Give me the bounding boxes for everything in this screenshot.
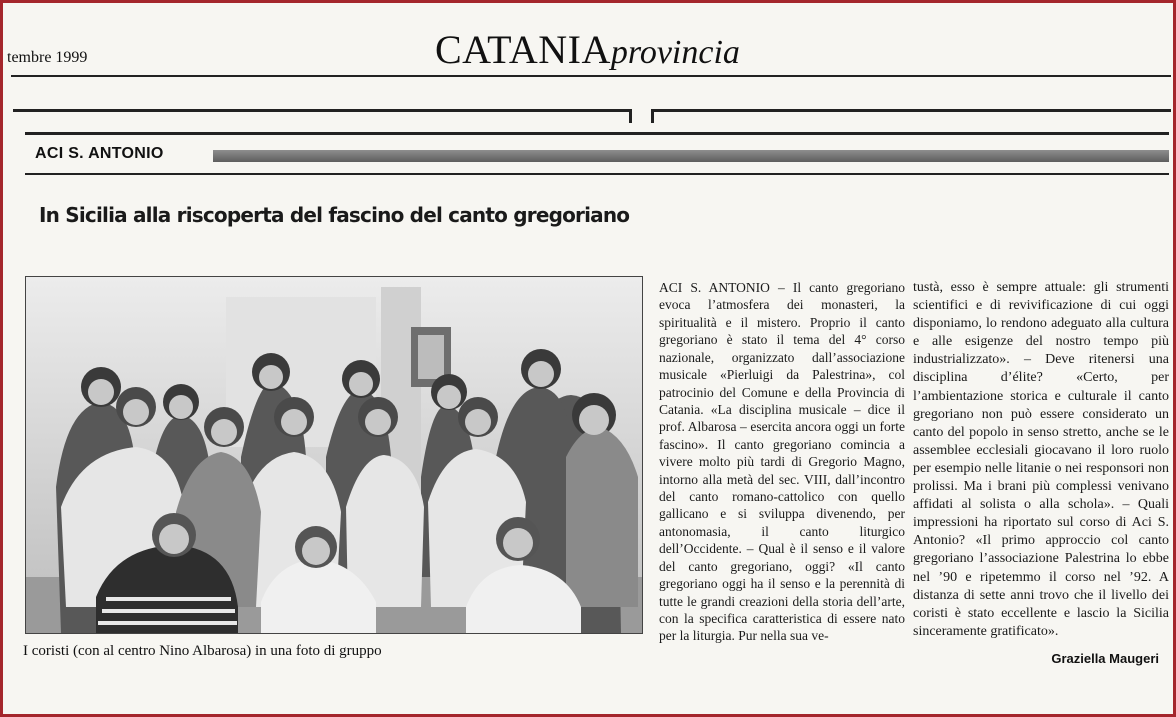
- section-bottom-rule: [25, 173, 1169, 175]
- section-header: [25, 141, 1169, 171]
- article-headline: In Sicilia alla riscoperta del fascino del canto gregoriano: [39, 203, 630, 227]
- masthead-title: [435, 27, 740, 72]
- article-text-column-2: tustà, esso è sempre attuale: gli strumenti scientifici e di revivificazione di cui oggi disponiamo, lo rendono adeguato alla cultura e alle esigenze del nostro tempo più industrializzato». – Deve ritenersi una disciplina d’élite? «Certo, per l’ambientazione storica e culturale il canto gregoriano non può essere considerato un canto del popolo in senso stretto, anche se le assemblee ecclesiali giocavano il loro ruolo per esempio nelle litanie o nei responsori non prolissi. Ma i brani più complessi venivano affidati al solista o alla schola». – Quali impressioni ha riportato sul corso di Aci S. Antonio? «Il primo approccio col canto gregoriano l’associazione Palestrina lo ebbe nel ’90 e ripetemmo il corso nel ’92. A distanza di sette anni trovo che il livello dei coristi è stato eccellente e lascio la Sicilia sinceramente gratificato».: [913, 280, 1169, 639]
- group-photo-image: [26, 277, 642, 633]
- divider-rule-left: [13, 109, 631, 112]
- masthead-title-sub: provincia: [610, 34, 740, 71]
- masthead-rule: [11, 75, 1171, 77]
- article-column-2: [913, 279, 1169, 641]
- masthead-title-main: CATANIA: [435, 27, 611, 72]
- section-label: ACI S. ANTONIO: [35, 145, 164, 162]
- article-column-1: [659, 279, 905, 645]
- article-byline: Graziella Maugeri: [1051, 651, 1159, 666]
- divider-tick-right: [651, 109, 654, 123]
- divider-rule-right: [651, 109, 1171, 112]
- section-top-rule: [25, 132, 1169, 135]
- masthead-date: tembre 1999: [7, 49, 88, 66]
- group-photo: [25, 276, 643, 634]
- photo-caption: I coristi (con al centro Nino Albarosa) in una foto di gruppo: [23, 643, 382, 659]
- section-bar: [213, 150, 1169, 162]
- article-text-column-1: ACI S. ANTONIO – Il canto gregoriano evoca l’atmosfera dei monasteri, la spiritualità e il mistero. Proprio il canto gregoriano è stato il tema del 4° corso nazionale, organizzato dall’associazione musicale «Pierluigi da Palestrina», col patrocinio del Comune e della Provincia di Catania. «La disciplina musicale – dice il prof. Albarosa – esercita ancora oggi un forte fascino». Il canto gregoriano comincia a vivere molto più tardi di Gregorio Magno, intorno alla metà del sec. VIII, dall’incontro del canto romano-cattolico con quello gallicano e si sviluppa divenendo, per antonomasia, il canto liturgico dell’Occidente. – Qual è il senso e il valore del canto gregoriano, oggi? «Il canto gregoriano oggi ha il senso e la perennità di tutte le grandi creazioni della storia dell’arte, con la specifica caratteristica di essere nato per la liturgia. Pur nella sua ve-: [659, 280, 905, 644]
- divider-tick-left: [629, 109, 632, 123]
